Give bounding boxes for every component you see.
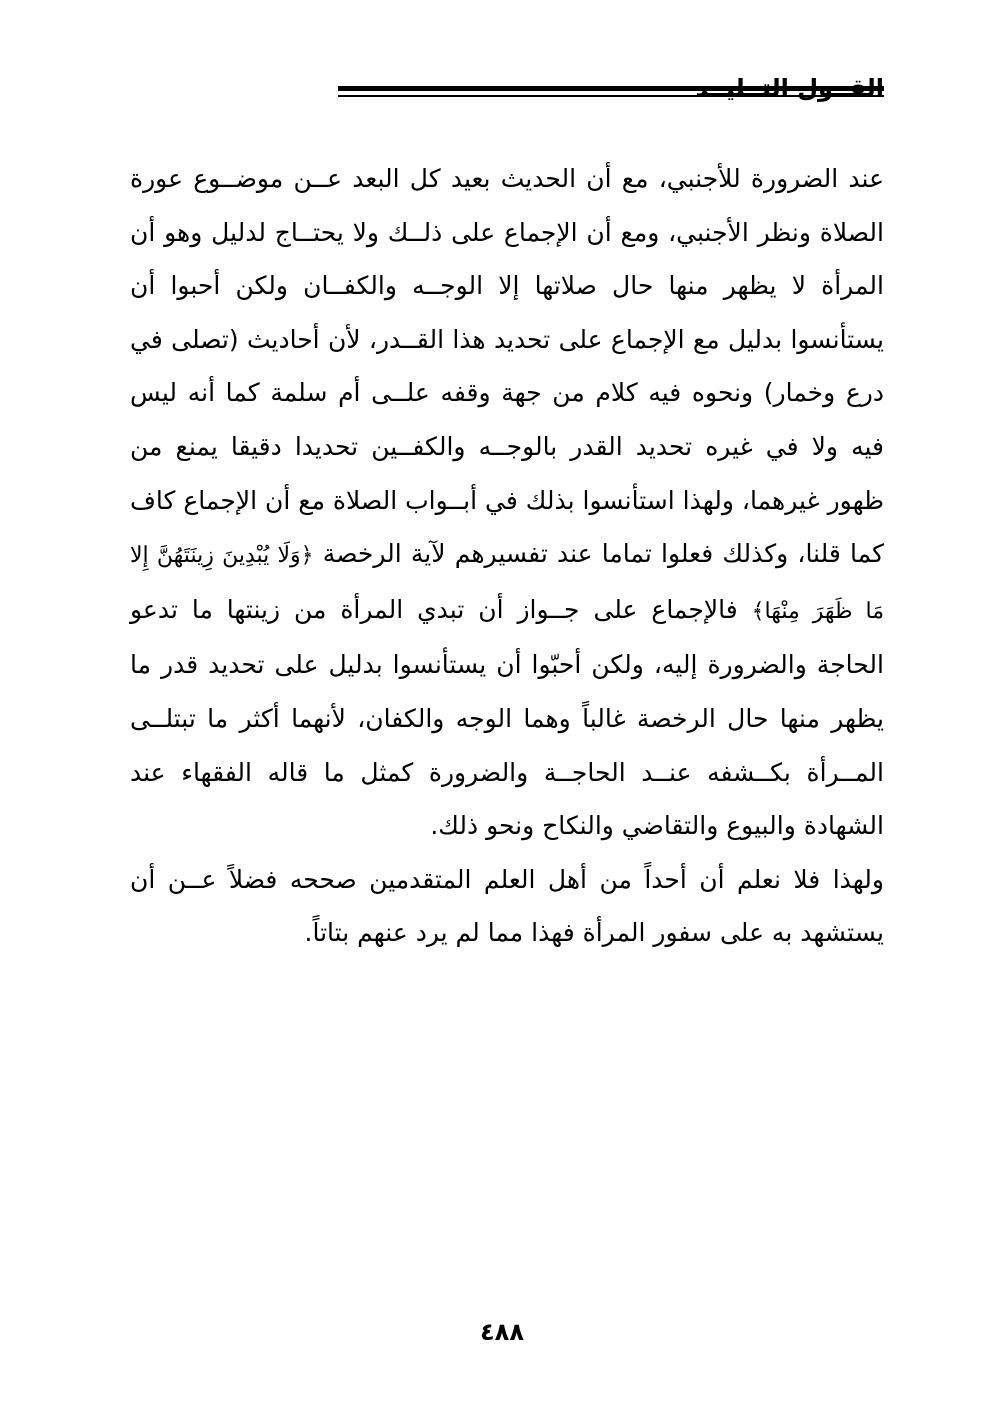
paragraph-1-text-after-ayah: فالإجماع على جــواز أن تبدي المرأة من زينتها ما تدعو الحاجة والضرورة إليه، ولكن أحبّوا أن يستأنسوا بدليل على تحديد قدر ما يظهر منها حال الرخصة غالباً وهما الوجه والكفان، لأنهما أكثر ما تبتلــى المــرأة بكــشفه عنــد الحاجــة والضرورة كمثل ما قاله الفقهاء عند الشهادة والبيوع والتقاضي والنكاح ونحو ذلك. [130, 594, 884, 841]
paragraph-1 [130, 152, 884, 853]
page-body [130, 152, 884, 960]
header-rule [338, 72, 884, 112]
running-header [130, 72, 884, 112]
book-title: القــول التــليــد [695, 74, 884, 102]
quran-verse: ﴿وَلَا يُبْدِينَ زِينَتَهُنَّ إِلا مَا ظَهَرَ مِنْهَا﴾ [130, 543, 884, 624]
paragraph-1-text-before-ayah: عند الضرورة للأجنبي، مع أن الحديث بعيد كل البعد عــن موضــوع عورة الصلاة ونظر الأجنبي، ومع أن الإجماع على ذلــك ولا يحتــاج لدليل وهو أن المرأة لا يظهر منها حال صلاتها إلا الوجــه والكفــان ولكن أحبوا أن يستأنسوا بدليل مع الإجماع على تحديد هذا القــدر، لأن أحاديث (تصلى في درع وخمار) ونحوه فيه كلام من جهة وقفه علــى أم سلمة كما أنه ليس فيه ولا في غيره تحديد القدر بالوجــه والكفــين تحديدا دقيقا يمنع من ظهور غيرهما، ولهذا استأنسوا بذلك في أبــواب الصلاة مع أن الإجماع كاف كما قلنا، وكذلك فعلوا تماما عند تفسيرهم لآية الرخصة [130, 164, 885, 569]
paragraph-2: ولهذا فلا نعلم أن أحداً من أهل العلم المتقدمين صححه فضلاً عــن أن يستشهد به على سفور المرأة فهذا مما لم يرد عنهم بتاتاً. [130, 864, 884, 948]
page-number: ٤٨٨ [480, 1318, 524, 1346]
header-rule-thin [338, 95, 884, 97]
header-rule-thick [338, 86, 884, 91]
